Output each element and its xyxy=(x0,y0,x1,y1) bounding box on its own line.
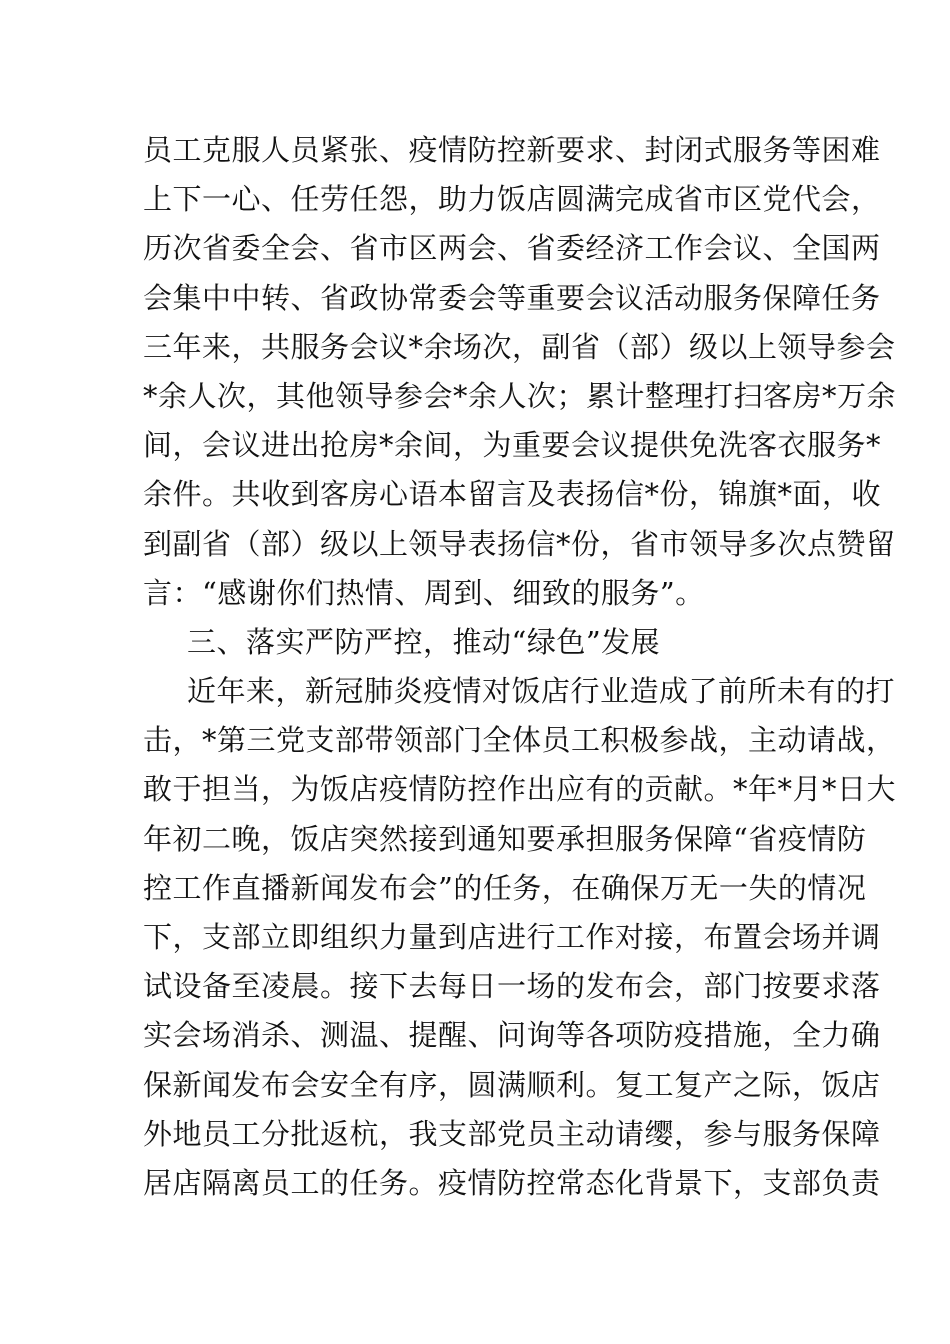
text-line: *余人次，其他领导参会*余人次；累计整理打扫客房*万余 xyxy=(143,378,897,413)
text-line: 敢于担当，为饭店疫情防控作出应有的贡献。*年*月*日大 xyxy=(143,772,897,807)
text-line: 三年来，共服务会议*余场次，副省（部）级以上领导参会 xyxy=(143,329,896,364)
text-line: 居店隔离员工的任务。疫情防控常态化背景下，支部负责 xyxy=(143,1165,881,1200)
text-line: 控工作直播新闻发布会”的任务，在确保万无一失的情况 xyxy=(143,870,867,905)
text-line: 年初二晚，饭店突然接到通知要承担服务保障“省疫情防 xyxy=(143,821,867,856)
text-line: 实会场消杀、测温、提醒、问询等各项防疫措施，全力确 xyxy=(143,1018,881,1053)
text-line: 历次省委全会、省市区两会、省委经济工作会议、全国两 xyxy=(143,231,881,266)
text-line: 击，*第三党支部带领部门全体员工积极参战，主动请战， xyxy=(143,723,896,758)
paragraph-start: 近年来，新冠肺炎疫情对饭店行业造成了前所未有的打 xyxy=(187,674,896,709)
text-line: 会集中中转、省政协常委会等重要会议活动服务保障任务 xyxy=(143,280,881,315)
text-line: 到副省（部）级以上领导表扬信*份，省市领导多次点赞留 xyxy=(143,526,896,561)
text-line: 试设备至凌晨。接下去每日一场的发布会，部门按要求落 xyxy=(143,969,881,1004)
text-line: 保新闻发布会安全有序，圆满顺利。复工复产之际，饭店 xyxy=(143,1067,881,1102)
text-line: 言：“感谢你们热情、周到、细致的服务”。 xyxy=(143,575,705,610)
text-line: 余件。共收到客房心语本留言及表扬信*份，锦旗*面，收 xyxy=(143,477,882,512)
body-text xyxy=(143,126,897,1208)
text-line: 上下一心、任劳任怨，助力饭店圆满完成省市区党代会， xyxy=(143,182,881,217)
text-line: 外地员工分批返杭，我支部党员主动请缨，参与服务保障 xyxy=(143,1116,881,1151)
text-line: 下，支部立即组织力量到店进行工作对接，布置会场并调 xyxy=(143,920,881,954)
text-line: 员工克服人员紧张、疫情防控新要求、封闭式服务等困难 xyxy=(143,133,881,167)
section-heading: 三、落实严防严控，推动“绿色”发展 xyxy=(187,624,661,659)
text-line: 间，会议进出抢房*余间，为重要会议提供免洗客衣服务* xyxy=(143,428,882,463)
